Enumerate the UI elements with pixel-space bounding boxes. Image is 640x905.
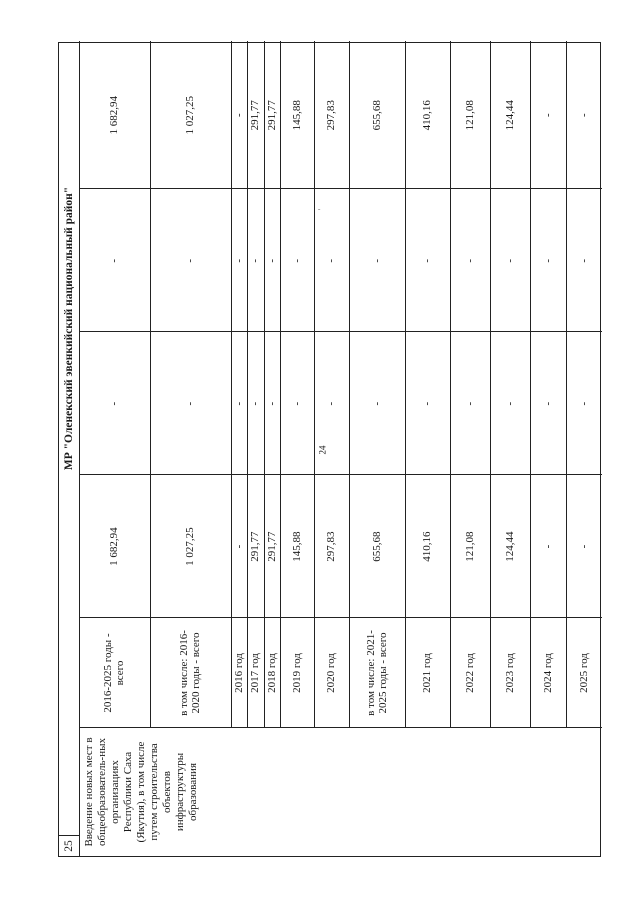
period-cell: в том числе: 2021-2025 годы - всего bbox=[364, 630, 389, 716]
value-cell-total: 124,44 bbox=[503, 531, 516, 562]
budget-table bbox=[58, 42, 601, 857]
rotated-table-frame bbox=[58, 42, 601, 857]
period-cell: 2023 год bbox=[503, 653, 516, 693]
value-cell-total: 291,77 bbox=[249, 531, 262, 562]
value-cell-c4: 291,77 bbox=[249, 100, 262, 131]
period-cell: 2016-2025 годы - всего bbox=[102, 633, 127, 713]
period-cell: 2024 год bbox=[541, 653, 554, 693]
page-number: 24 bbox=[317, 445, 328, 455]
value-cell-c3: - bbox=[233, 258, 246, 263]
value-cell-total: 291,77 bbox=[265, 531, 278, 562]
value-cell-c2: - bbox=[325, 401, 338, 406]
value-cell-c4: 1 682,94 bbox=[108, 95, 121, 135]
value-cell-c4: - bbox=[577, 113, 590, 118]
value-cell-c4: 145,88 bbox=[291, 100, 304, 131]
period-cell: 2021 год bbox=[421, 653, 434, 693]
period-cell: в том числе: 2016-2020 годы - всего bbox=[178, 630, 203, 716]
value-cell-c4: 410,16 bbox=[421, 100, 434, 131]
indicator-description: Введение новых мест в общеобразователь-ных организациях Республики Саха (Якутия), в том числе путем строительства объектов инфраструктуры образования bbox=[83, 737, 199, 847]
period-cell: 2019 год bbox=[291, 653, 304, 693]
value-cell-c2: - bbox=[184, 401, 197, 406]
value-cell-total: 655,68 bbox=[370, 531, 383, 562]
value-cell-c3: - bbox=[265, 258, 278, 263]
value-cell-c2: - bbox=[233, 401, 246, 406]
value-cell-c4: - bbox=[233, 113, 246, 118]
value-cell-c3: - bbox=[249, 258, 262, 263]
value-cell-c3: - bbox=[421, 258, 434, 263]
value-cell-c2: - bbox=[108, 401, 121, 406]
value-cell-total: 1 027,25 bbox=[184, 527, 197, 566]
period-cell: 2016 год bbox=[233, 653, 246, 693]
value-cell-total: - bbox=[541, 544, 554, 549]
value-cell-c3: - bbox=[577, 258, 590, 263]
value-cell-c4: 291,77 bbox=[265, 100, 278, 131]
value-cell-total: 1 682,94 bbox=[108, 527, 121, 566]
value-cell-c4: - bbox=[541, 113, 554, 118]
period-cell: 2018 год bbox=[265, 653, 278, 693]
value-cell-c4: 1 027,25 bbox=[184, 95, 197, 135]
value-cell-c2: - bbox=[291, 401, 304, 406]
value-cell-c2: - bbox=[421, 401, 434, 406]
period-cell: 2017 год bbox=[249, 653, 262, 693]
value-cell-c3: - bbox=[108, 258, 121, 263]
period-cell: 2025 год bbox=[577, 653, 590, 693]
value-cell-c3: - bbox=[503, 258, 516, 263]
value-cell-c3: - bbox=[184, 258, 197, 263]
value-cell-c2: - bbox=[370, 401, 383, 406]
value-cell-c2: - bbox=[249, 401, 262, 406]
value-cell-c2: - bbox=[541, 401, 554, 406]
value-cell-c2: - bbox=[265, 401, 278, 406]
value-cell-c4: 297,83 bbox=[325, 100, 338, 131]
value-cell-total: 297,83 bbox=[325, 531, 338, 562]
row-number: 25 bbox=[63, 840, 75, 852]
value-cell-c2: - bbox=[463, 401, 476, 406]
value-cell-total: 410,16 bbox=[421, 531, 434, 562]
value-cell-total: - bbox=[577, 544, 590, 549]
value-cell-c4: 655,68 bbox=[370, 100, 383, 131]
value-cell-c4: 121,08 bbox=[463, 100, 476, 131]
value-cell-c3: - bbox=[463, 258, 476, 263]
value-cell-total: 121,08 bbox=[463, 531, 476, 562]
value-cell-c2: - bbox=[503, 401, 516, 406]
scan-speck: ˇ bbox=[318, 208, 321, 216]
value-cell-c2: - bbox=[577, 401, 590, 406]
value-cell-c3: - bbox=[370, 258, 383, 263]
value-cell-c3: - bbox=[541, 258, 554, 263]
period-cell: 2020 год bbox=[325, 653, 338, 693]
section-title: МР "Оленекский эвенкийский национальный район" bbox=[63, 186, 75, 471]
period-cell: 2022 год bbox=[463, 653, 476, 693]
value-cell-c3: - bbox=[325, 258, 338, 263]
value-cell-total: 145,88 bbox=[291, 531, 304, 562]
grid-line bbox=[59, 835, 79, 836]
value-cell-total: - bbox=[233, 544, 246, 549]
value-cell-c4: 124,44 bbox=[503, 100, 516, 131]
value-cell-c3: - bbox=[291, 258, 304, 263]
